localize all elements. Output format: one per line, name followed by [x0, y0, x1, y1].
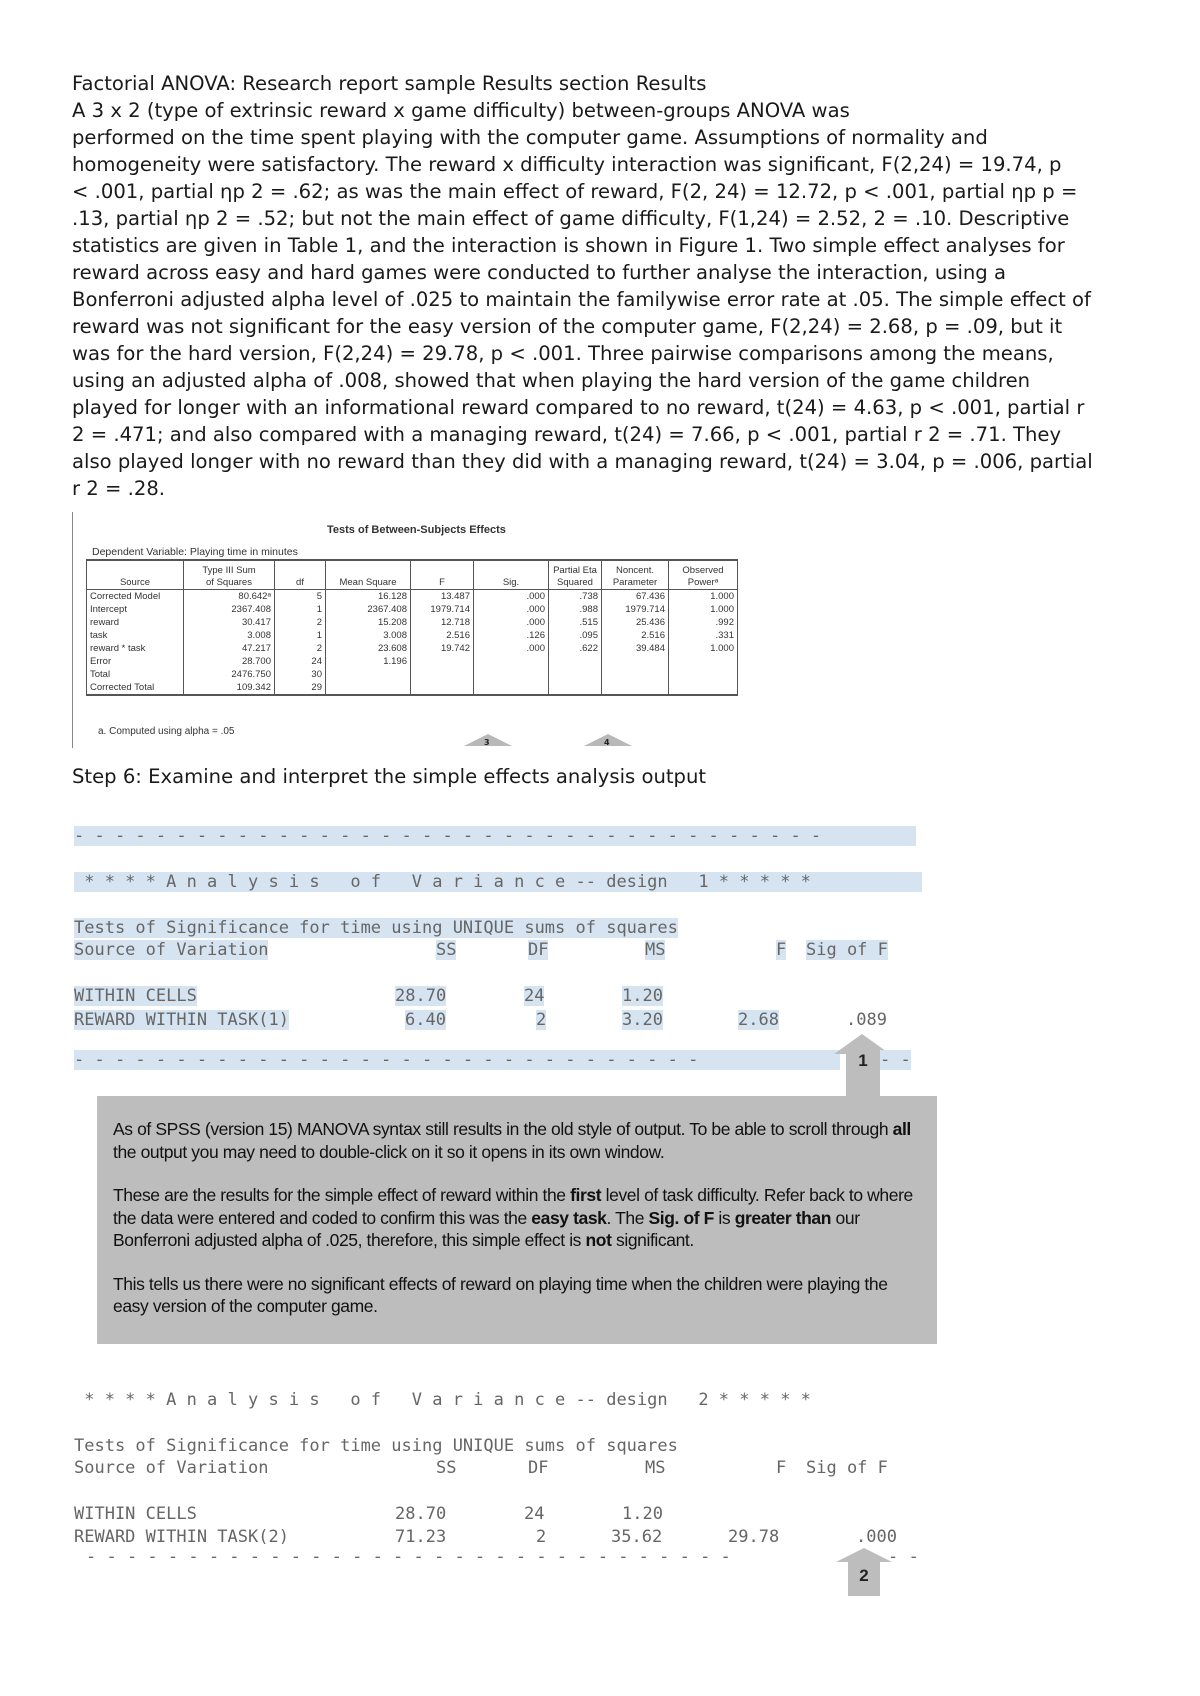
row-source: reward * task: [87, 642, 184, 655]
design1-effect-f: 2.68: [738, 1010, 779, 1030]
design2-effect-df: 2: [536, 1527, 547, 1547]
table-cell: 1.196: [326, 655, 411, 668]
table-cell: 30.417: [184, 616, 275, 629]
design1-tests-line: Tests of Significance for time using UNIQUE sums of squares: [74, 918, 678, 938]
table-cell: [549, 681, 602, 695]
table-cell: 24: [275, 655, 326, 668]
table-cell: 1: [275, 603, 326, 616]
report-line: statistics are given in Table 1, and the interaction is shown in Figure 1. Two simple effect analyses for: [72, 234, 1065, 257]
table-cell: 1: [275, 629, 326, 642]
report-line: A 3 x 2 (type of extrinsic reward x game difficulty) between-groups ANOVA was: [72, 99, 850, 122]
table-cell: 67.436: [602, 590, 669, 604]
note-paragraph-2: These are the results for the simple effect of reward within the first level of task difficulty. Refer back to where the data were entered and coded to confirm this was the easy task. The Sig. of F is greater than our Bonferroni adjusted alpha of .025, therefore, this simple effect is not significant.: [113, 1185, 913, 1250]
dash-line-top: - - - - - - - - - - - - - - - - - - - - - - - - - - - - - - - - - - - - -: [74, 826, 916, 846]
dash-line-bottom-2: - - - - - - - - - - - - - - - - - - - - - - - - - - - - - - - -: [86, 1547, 731, 1567]
design1-col-ss: SS: [436, 940, 457, 960]
table-cell: [326, 681, 411, 695]
table-cell: 2367.408: [326, 603, 411, 616]
table-cell: [669, 655, 738, 668]
marker-arrow-3: [464, 734, 512, 746]
report-line: played for longer with an informational reward compared to no reward, t(24) = 4.63, p < .001, partial r: [72, 396, 1085, 419]
table-cell: 16.128: [326, 590, 411, 604]
column-header-line: Mean Square: [339, 577, 397, 588]
table-cell: 1.000: [669, 642, 738, 655]
report-line: also played longer with no reward than they did with a managing reward, t(24) = 3.04, p = .006, partial: [72, 450, 1093, 473]
design1-within-ms: 1.20: [622, 986, 663, 1006]
column-header-line: df: [296, 577, 304, 588]
table-cell: 1979.714: [602, 603, 669, 616]
report-line: was for the hard version, F(2,24) = 29.78, p < .001. Three pairwise comparisons among the means,: [72, 342, 1054, 365]
table-cell: 39.484: [602, 642, 669, 655]
column-header: [326, 560, 411, 590]
table-cell: .095: [549, 629, 602, 642]
design2-within-label: WITHIN CELLS: [74, 1504, 197, 1524]
column-header-line: Parameter: [612, 577, 658, 588]
table-cell: 25.436: [602, 616, 669, 629]
note-paragraph-1: As of SPSS (version 15) MANOVA syntax still results in the old style of output. To be able to scroll through all the output you may need to double-click on it so it opens in its own window.: [113, 1119, 911, 1162]
table-cell: [474, 681, 549, 695]
design2-tests-line: Tests of Significance for time using UNIQUE sums of squares: [74, 1436, 678, 1456]
row-source: task: [87, 629, 184, 642]
table-cell: 80.642ᵃ: [184, 590, 275, 604]
report-paragraph: [72, 70, 1142, 502]
table-cell: .000: [474, 603, 549, 616]
table-cell: .126: [474, 629, 549, 642]
figure-border: [72, 512, 73, 748]
table-cell: [411, 668, 474, 681]
table-cell: [602, 655, 669, 668]
table-row: [87, 668, 738, 681]
design1-effect-df: 2: [536, 1010, 547, 1030]
table-cell: .622: [549, 642, 602, 655]
dash-line-bottom-1: - - - - - - - - - - - - - - - - - - - - - - - - - - - - - - -: [74, 1050, 840, 1070]
table-cell: 2367.408: [184, 603, 275, 616]
report-line: 2 = .471; and also compared with a managing reward, t(24) = 7.66, p < .001, partial r 2 = .71. They: [72, 423, 1062, 446]
column-header: [184, 560, 275, 590]
table-cell: 109.342: [184, 681, 275, 695]
table-cell: [474, 655, 549, 668]
table-cell: [549, 655, 602, 668]
table-cell: [549, 668, 602, 681]
dash-line-tail-1: - -: [880, 1050, 911, 1070]
design1-heading: * * * * A n a l y s i s o f V a r i a n c e -- design 1 * * * * *: [74, 872, 922, 892]
row-source: Intercept: [87, 603, 184, 616]
row-source: Corrected Total: [87, 681, 184, 695]
column-header: [549, 560, 602, 590]
column-header: [87, 560, 184, 590]
design2-effect-sig: .000: [856, 1527, 897, 1547]
table-cell: .515: [549, 616, 602, 629]
table-cell: [669, 681, 738, 695]
report-line: Bonferroni adjusted alpha level of .025 to maintain the familywise error rate at .05. The simple effect of: [72, 288, 1091, 311]
note-paragraph-3: This tells us there were no significant effects of reward on playing time when the children were playing the easy version of the computer game.: [113, 1273, 888, 1316]
report-line: reward across easy and hard games were conducted to further analyse the interaction, using a: [72, 261, 1006, 284]
design1-effect-label: REWARD WITHIN TASK(1): [74, 1010, 289, 1030]
table-row: [87, 629, 738, 642]
table-row: [87, 642, 738, 655]
column-header-line: Source: [119, 577, 151, 588]
column-header-line: Observed: [682, 565, 724, 576]
design1-col-sig: Sig of F: [806, 940, 888, 960]
table-cell: 2.516: [602, 629, 669, 642]
table-row: [87, 655, 738, 668]
column-header: [474, 560, 549, 590]
column-header-line: F: [439, 577, 445, 588]
table-row: [87, 681, 738, 695]
spss-table-title: Tests of Between-Subjects Effects: [327, 524, 506, 536]
table-cell: 13.487: [411, 590, 474, 604]
report-line: r 2 = .28.: [72, 477, 166, 500]
marker-box-2: [848, 1562, 880, 1596]
report-line: performed on the time spent playing with the computer game. Assumptions of normality and: [72, 126, 988, 149]
report-line: < .001, partial ηp 2 = .62; as was the main effect of reward, F(2, 24) = 12.72, p < .001, partial ηp p =: [72, 180, 1078, 203]
marker-label: 1: [858, 1051, 868, 1070]
row-source: Total: [87, 668, 184, 681]
column-header: [669, 560, 738, 590]
table-cell: 2476.750: [184, 668, 275, 681]
column-header: [602, 560, 669, 590]
marker-label: 4: [604, 738, 610, 747]
table-cell: .000: [474, 616, 549, 629]
design2-effect-f: 29.78: [728, 1527, 780, 1547]
marker-label: 2: [859, 1566, 869, 1585]
design2-col-sig: Sig of F: [806, 1458, 888, 1478]
step-heading: Step 6: Examine and interpret the simple effects analysis output: [72, 765, 707, 788]
table-cell: [326, 668, 411, 681]
design2-col-source: Source of Variation: [74, 1458, 269, 1478]
table-cell: 12.718: [411, 616, 474, 629]
row-source: Error: [87, 655, 184, 668]
explanation-note: [97, 1096, 937, 1344]
table-cell: 1.000: [669, 590, 738, 604]
table-cell: .000: [474, 642, 549, 655]
table-row: [87, 616, 738, 629]
table-cell: 29: [275, 681, 326, 695]
table-cell: 19.742: [411, 642, 474, 655]
design2-effect-ss: 71.23: [395, 1527, 447, 1547]
table-cell: .331: [669, 629, 738, 642]
design1-col-source: Source of Variation: [74, 940, 269, 960]
table-row: [87, 603, 738, 616]
design1-effect-ms: 3.20: [622, 1010, 663, 1030]
table-cell: [669, 668, 738, 681]
table-cell: 47.217: [184, 642, 275, 655]
design2-heading: * * * * A n a l y s i s o f V a r i a n c e -- design 2 * * * * *: [74, 1390, 811, 1410]
design2-within-df: 24: [524, 1504, 545, 1524]
column-header-line: Type III Sum: [202, 565, 256, 576]
column-header-line: of Squares: [206, 577, 252, 588]
marker-arrow-4: [584, 734, 632, 746]
table-cell: [602, 681, 669, 695]
design1-col-df: DF: [528, 940, 549, 960]
table-footnote: a. Computed using alpha = .05: [98, 726, 235, 737]
design2-col-f: F: [776, 1458, 787, 1478]
report-line: reward was not significant for the easy version of the computer game, F(2,24) = 2.68, p = .09, but it: [72, 315, 1063, 338]
table-cell: 1979.714: [411, 603, 474, 616]
design1-within-df: 24: [524, 986, 545, 1006]
report-line: Factorial ANOVA: Research report sample Results section Results: [72, 72, 707, 95]
marker-arrow-2: [836, 1548, 892, 1562]
design1-col-ms: MS: [645, 940, 666, 960]
design2-effect-ms: 35.62: [611, 1527, 663, 1547]
design1-effect-sig: .089: [846, 1010, 887, 1030]
design2-effect-label: REWARD WITHIN TASK(2): [74, 1527, 289, 1547]
table-cell: [602, 668, 669, 681]
column-header-line: Noncent.: [615, 565, 655, 576]
table-cell: 28.700: [184, 655, 275, 668]
table-cell: 2: [275, 616, 326, 629]
table-cell: [411, 655, 474, 668]
table-cell: 15.208: [326, 616, 411, 629]
table-cell: 2.516: [411, 629, 474, 642]
design2-within-ms: 1.20: [622, 1504, 663, 1524]
row-source: reward: [87, 616, 184, 629]
spss-between-subjects-figure: [72, 512, 772, 748]
table-cell: [411, 681, 474, 695]
design2-col-ss: SS: [436, 1458, 457, 1478]
design1-within-label: WITHIN CELLS: [74, 986, 197, 1006]
dependent-variable-label: Dependent Variable: Playing time in minutes: [92, 546, 298, 558]
design1-col-f: F: [776, 940, 787, 960]
table-cell: 3.008: [326, 629, 411, 642]
column-header: [275, 560, 326, 590]
report-line: .13, partial ηp 2 = .52; but not the main effect of game difficulty, F(1,24) = 2.52, 2 = .10. Descriptive: [72, 207, 1070, 230]
table-cell: 5: [275, 590, 326, 604]
table-cell: 23.608: [326, 642, 411, 655]
column-header-line: Powerᵃ: [687, 577, 719, 588]
table-cell: 30: [275, 668, 326, 681]
table-cell: 1.000: [669, 603, 738, 616]
table-cell: 2: [275, 642, 326, 655]
design2-col-ms: MS: [645, 1458, 666, 1478]
column-header-line: Partial Eta: [553, 565, 597, 576]
design2-within-ss: 28.70: [395, 1504, 447, 1524]
between-subjects-table: [86, 559, 738, 696]
table-cell: [474, 668, 549, 681]
dash-line-tail-2: - -: [888, 1547, 919, 1567]
table-cell: .738: [549, 590, 602, 604]
column-header-line: Squared: [557, 577, 593, 588]
design1-effect-ss: 6.40: [405, 1010, 446, 1030]
table-cell: .992: [669, 616, 738, 629]
table-cell: .000: [474, 590, 549, 604]
table-cell: 3.008: [184, 629, 275, 642]
table-cell: .988: [549, 603, 602, 616]
row-source: Corrected Model: [87, 590, 184, 604]
marker-box-1: [846, 1050, 880, 1096]
column-header: [411, 560, 474, 590]
marker-label: 3: [484, 738, 490, 747]
report-line: using an adjusted alpha of .008, showed that when playing the hard version of the game children: [72, 369, 1031, 392]
table-row: [87, 590, 738, 604]
column-header-line: Sig.: [502, 577, 520, 588]
design2-col-df: DF: [528, 1458, 549, 1478]
design1-within-ss: 28.70: [395, 986, 447, 1006]
report-line: homogeneity were satisfactory. The reward x difficulty interaction was significant, F(2,24) = 19.74, p: [72, 153, 1062, 176]
